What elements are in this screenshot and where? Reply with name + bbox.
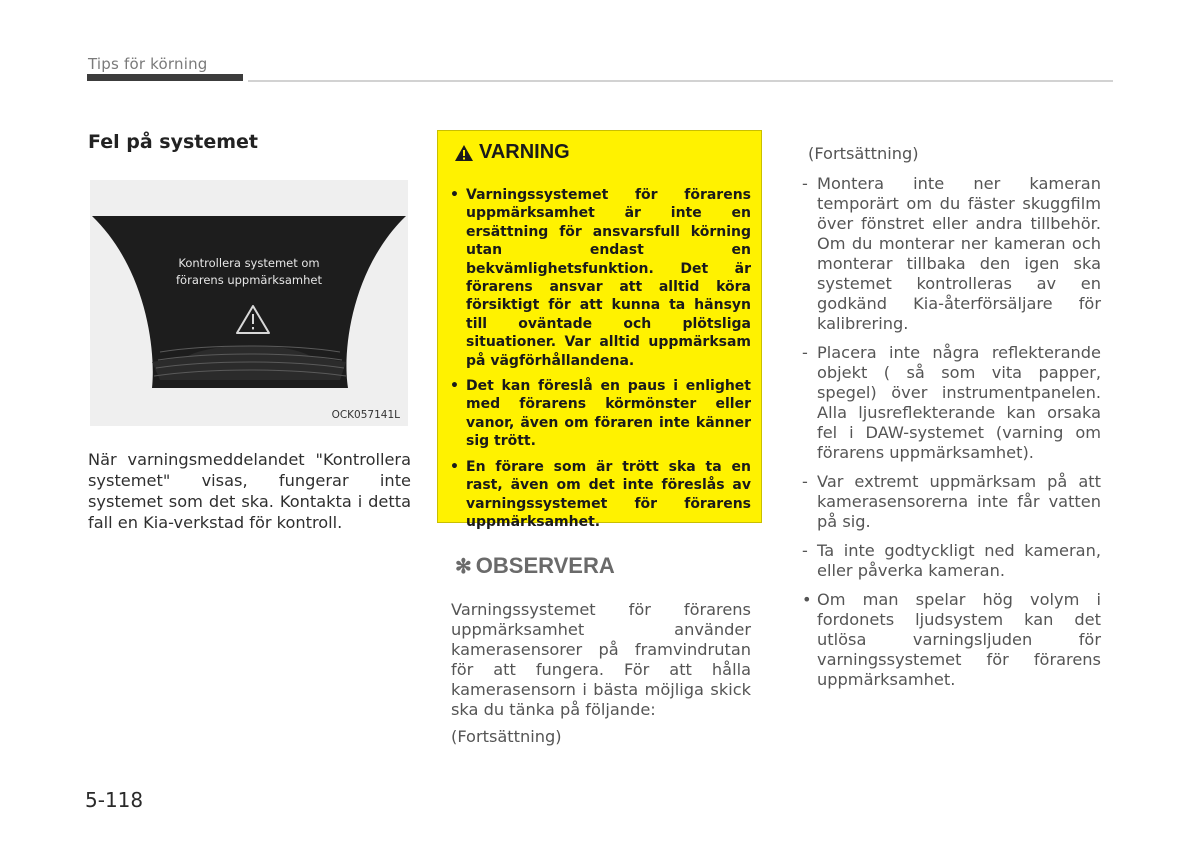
list-item-text: Montera inte ner kameran temporärt om du fäster skuggfilm över fönstret eller andra tillbehör. Om du monterar ner kameran och monterar tillbaka den igen ska systemet kontrolleras av en godkänd Kia-återförsäljare för kalibrering. — [817, 174, 1101, 333]
figure-message-line2: förarens uppmärksamhet — [176, 273, 322, 287]
cluster-figure — [90, 180, 408, 426]
list-item — [802, 472, 1101, 532]
column3-list — [802, 174, 1101, 699]
list-item-text: Om man spelar hög volym i fordonets ljudsystem kan det utlösa varningsljuden för varningssystemet för förarens uppmärksamhet. — [817, 590, 1101, 689]
warning-box — [437, 130, 762, 530]
figure-code: OCK057141L — [331, 409, 400, 421]
list-marker: - — [802, 472, 808, 491]
list-item — [802, 541, 1101, 581]
column3-continuation: (Fortsättning) — [808, 144, 919, 163]
list-item — [802, 590, 1101, 690]
page-number: 5-118 — [85, 788, 144, 812]
list-marker: - — [802, 343, 808, 362]
observera-title: OBSERVERA — [475, 553, 615, 578]
list-item-text: Placera inte några reflekterande objekt ( så som vita papper, spegel) över instrumentpanelen. Alla ljusreflekterande kan orsaka fel i DAW-systemet (varning om förarens uppmärksamhet). — [817, 343, 1101, 462]
warning-item: • Varningssystemet för förarens uppmärksamhet är inte en ersättning för ansvarsfull körning utan endast en bekvämlighetsfunktion. Det är förarens ansvar att alltid köra försiktigt för att kunna ta hänsyn till oväntade och plötsliga situationer. Var alltid uppmärksam på vägförhållandena. — [450, 186, 751, 370]
asterisk-icon: ✻ — [455, 555, 472, 578]
warning-item: • En förare som är trött ska ta en rast, även om det inte föreslås av varningssystemet för förarens uppmärksamhet. — [450, 458, 751, 532]
header-rule — [248, 80, 1113, 82]
list-item-text: Ta inte godtyckligt ned kameran, eller påverka kameran. — [817, 541, 1101, 580]
warning-item: • Det kan föreslå en paus i enlighet med förarens körmönster eller vanor, även om föraren inte känner sig trött. — [450, 377, 751, 451]
warning-list — [450, 186, 751, 538]
observera-continuation: (Fortsättning) — [451, 727, 562, 746]
warning-title-row — [454, 141, 570, 164]
header-bar — [87, 74, 243, 81]
list-marker: • — [802, 590, 812, 609]
list-item — [802, 174, 1101, 334]
observera-body: Varningssystemet för förarens uppmärksamhet använder kamerasensorer på framvindrutan för att fungera. För att hålla kamerasensorn i bästa möjliga skick ska du tänka på följande: — [451, 600, 751, 719]
section-title: Tips för körning — [88, 55, 208, 73]
warning-title: VARNING — [479, 141, 570, 163]
list-marker: - — [802, 174, 808, 193]
warning-triangle-icon — [454, 144, 474, 162]
list-item — [802, 343, 1101, 463]
figure-message-line1: Kontrollera systemet om — [178, 256, 320, 270]
observera-title-row — [455, 553, 615, 579]
list-item-text: Var extremt uppmärksam på att kamerasensorerna inte får vatten på sig. — [817, 472, 1101, 531]
section-heading: Fel på systemet — [88, 131, 258, 153]
cluster-display-illustration — [90, 180, 408, 426]
section-body-text: När varningsmeddelandet "Kontrollera systemet" visas, fungerar inte systemet som det ska. Kontakta i detta fall en Kia-verkstad för kontroll. — [88, 450, 411, 532]
list-marker: - — [802, 541, 808, 560]
